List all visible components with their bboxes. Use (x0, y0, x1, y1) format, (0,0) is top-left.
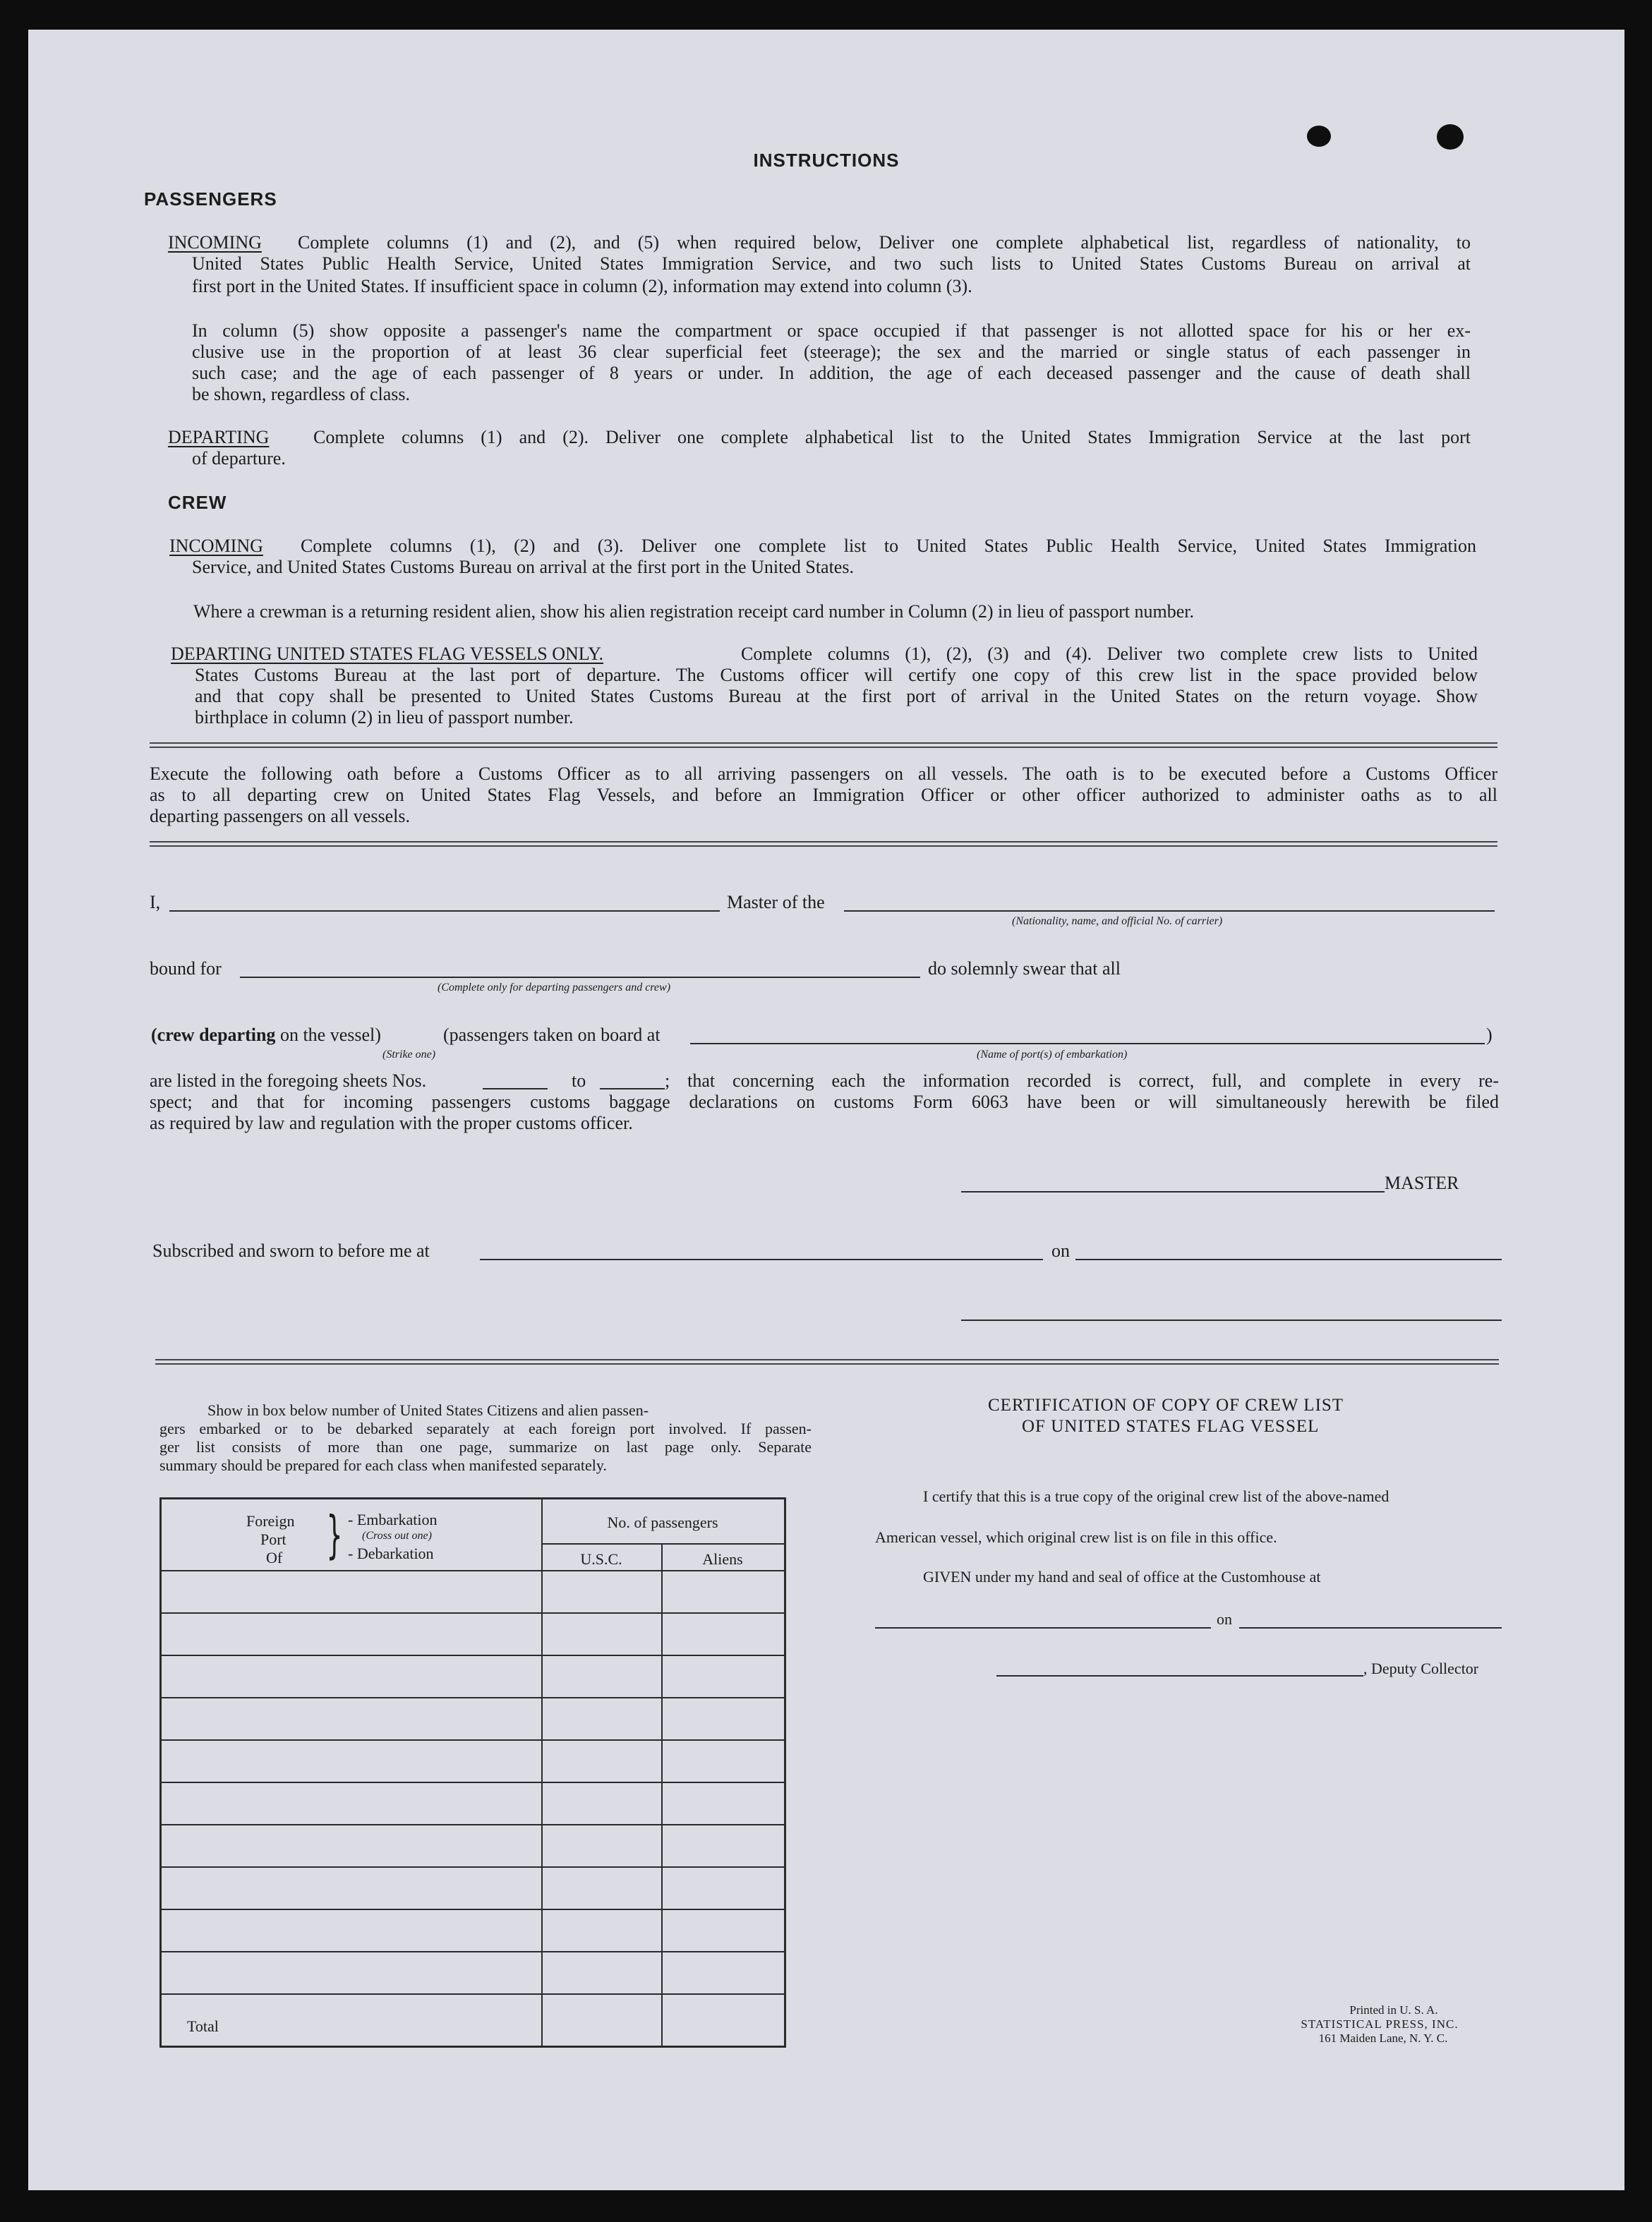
table-row-rule (162, 1951, 784, 1952)
passengers-incoming-line-3: first port in the United States. If insufficient space in column (2), information may extend into column (3). (192, 276, 972, 296)
sheet-from-field[interactable] (483, 1088, 548, 1089)
sheet-to-label: to (572, 1070, 586, 1091)
summary-instructions-line-2: gers embarked or to be debarked separately at each foreign port involved. If passen- (159, 1420, 812, 1437)
crew-incoming-line-1: Complete columns (1), (2) and (3). Deliver one complete list to United States Public Health Service, United States Immigration (301, 536, 1476, 556)
bound-for-field[interactable] (240, 977, 920, 978)
passengers-incoming-note-3: such case; and the age of each passenger of 8 years or under. In addition, the age of each deceased passenger and the cause of death shall (192, 363, 1471, 383)
master-name-field[interactable] (169, 910, 720, 912)
embarkation-ports-field[interactable] (690, 1043, 1485, 1044)
summary-instructions-line-1: Show in box below number of United States Citizens and alien passen- (207, 1401, 649, 1419)
oath-line-3: as required by law and regulation with the proper customs officer. (150, 1113, 633, 1133)
passengers-departing-label: DEPARTING (168, 427, 270, 447)
divider-2 (150, 841, 1497, 847)
crew-incoming-line-2: Service, and United States Customs Bureau on arrival at the first port in the United States. (192, 557, 854, 577)
master-of-the-label: Master of the (727, 892, 825, 912)
deputy-signature-field[interactable] (996, 1675, 1363, 1677)
master-label: MASTER (1385, 1173, 1459, 1193)
subscribed-label: Subscribed and sworn to before me at (152, 1240, 430, 1261)
solemnly-swear-label: do solemnly swear that all (928, 958, 1121, 979)
sheet-to-field[interactable] (600, 1088, 665, 1089)
ports-caption: (Name of port(s) of embarkation) (977, 1049, 1128, 1061)
printer-line-2: STATISTICAL PRESS, INC. (1301, 2017, 1459, 2031)
crew-incoming-label: INCOMING (169, 536, 263, 556)
sworn-on-label: on (1051, 1240, 1070, 1261)
form-sheet (28, 30, 1624, 2190)
summary-instructions-line-3: ger list consists of more than one page, summarize on last page only. Separate (159, 1438, 812, 1456)
crew-departing-bold: (crew departing (151, 1025, 276, 1045)
customhouse-field[interactable] (875, 1627, 1211, 1629)
sworn-place-field[interactable] (480, 1259, 1043, 1260)
cross-out-caption: (Cross out one) (362, 1530, 432, 1542)
brace-icon: } (326, 1505, 343, 1564)
no-of-passengers-header: No. of passengers (607, 1514, 718, 1531)
crew-departing-line-3: and that copy shall be presented to United States Customs Bureau at the first port of arrival in the United States on the return voyage. Show (195, 686, 1478, 706)
on-the-vessel-text: on the vessel) (279, 1025, 381, 1045)
close-paren: ) (1486, 1025, 1493, 1045)
given-line: GIVEN under my hand and seal of office at the Customhouse at (923, 1568, 1321, 1586)
table-col-divider-2 (661, 1543, 663, 2046)
listed-suffix: ; that concerning each the information recorded is correct, full, and complete in every re- (665, 1070, 1499, 1091)
table-total-label: Total (187, 2017, 219, 2035)
passengers-incoming-label: INCOMING (168, 232, 262, 253)
deputy-collector-label: , Deputy Collector (1363, 1660, 1479, 1677)
bound-for-label: bound for (150, 958, 222, 979)
printer-line-1: Printed in U. S. A. (1349, 2003, 1438, 2017)
passengers-title: PASSENGERS (144, 188, 277, 210)
certification-title-1: CERTIFICATION OF COPY OF CREW LIST (988, 1396, 1344, 1415)
carrier-field[interactable] (844, 910, 1495, 912)
officer-signature-field[interactable] (961, 1320, 1502, 1321)
passengers-incoming-note-1: In column (5) show opposite a passenger's name the compartment or space occupied if that passenger is not allotted space for his or her ex- (192, 320, 1471, 341)
table-row-rule (162, 1655, 784, 1656)
master-signature-field[interactable] (961, 1191, 1385, 1192)
table-header-rule (162, 1570, 784, 1571)
passengers-taken-label: (passengers taken on board at (443, 1025, 661, 1045)
crew-title: CREW (168, 492, 227, 513)
carrier-caption: (Nationality, name, and official No. of carrier) (1012, 915, 1223, 927)
table-row-rule (162, 1909, 784, 1910)
table-row-rule (162, 1612, 784, 1614)
table-subheader-rule (541, 1543, 784, 1545)
certification-title-2: OF UNITED STATES FLAG VESSEL (1022, 1417, 1320, 1436)
crew-incoming-note: Where a crewman is a returning resident alien, show his alien registration receipt card number in Column (2) in lieu of passport number. (193, 601, 1195, 622)
usc-header: U.S.C. (580, 1550, 622, 1568)
passengers-incoming-note-4: be shown, regardless of class. (192, 384, 411, 404)
punch-hole-right (1437, 124, 1464, 150)
certification-date-field[interactable] (1239, 1627, 1502, 1629)
embarkation-option[interactable]: - Embarkation (348, 1511, 438, 1528)
oath-i-label: I, (150, 892, 161, 912)
crew-departing-line-2: States Customs Bureau at the last port of departure. The Customs officer will certify one copy of this crew list in the space provided below (195, 665, 1478, 685)
certification-on-label: on (1217, 1610, 1232, 1628)
aliens-header: Aliens (702, 1550, 743, 1568)
crew-departing-line-1: Complete columns (1), (2), (3) and (4). Deliver two complete crew lists to United (741, 644, 1478, 664)
divider-1 (150, 742, 1497, 748)
printer-line-3: 161 Maiden Lane, N. Y. C. (1318, 2031, 1448, 2045)
oath-intro-line-1: Execute the following oath before a Customs Officer as to all arriving passengers on all vessels. The oath is to be executed before a Customs Officer (150, 763, 1497, 784)
table-col-divider-1 (541, 1499, 543, 2046)
passengers-departing-line-1: Complete columns (1) and (2). Deliver one complete alphabetical list to the United States Immigration Service at the last port (313, 427, 1471, 447)
crew-departing-line-4: birthplace in column (2) in lieu of passport number. (195, 707, 574, 727)
passenger-summary-table (159, 1497, 786, 2048)
debarkation-option[interactable]: - Debarkation (348, 1545, 434, 1562)
crew-departing-label: DEPARTING UNITED STATES FLAG VESSELS ONLY. (171, 644, 603, 664)
crew-departing-option (151, 1025, 381, 1046)
table-foreign-label: Foreign (246, 1512, 295, 1530)
passengers-incoming-line-1: Complete columns (1) and (2), and (5) when required below, Deliver one complete alphabetical list, regardless of nationality, to (298, 232, 1471, 253)
table-row-rule (162, 1697, 784, 1698)
certify-line-1: I certify that this is a true copy of the original crew list of the above-named (923, 1487, 1389, 1505)
table-row-rule (162, 1824, 784, 1825)
table-port-label: Port (260, 1530, 287, 1548)
strike-one-caption: (Strike one) (382, 1049, 436, 1061)
table-row-rule (162, 1993, 784, 1995)
summary-instructions-line-4: summary should be prepared for each class when manifested separately. (159, 1456, 607, 1474)
oath-line-2: spect; and that for incoming passengers customs baggage declarations on customs Form 6063 have been or will simultaneously herewith be filed (150, 1092, 1499, 1112)
oath-intro-line-3: departing passengers on all vessels. (150, 806, 410, 826)
listed-prefix: are listed in the foregoing sheets Nos. (150, 1070, 427, 1091)
page-title: INSTRUCTIONS (753, 150, 900, 171)
table-of-label: Of (266, 1549, 283, 1566)
bound-for-caption: (Complete only for departing passengers and crew) (438, 982, 671, 994)
table-row-rule (162, 1782, 784, 1783)
passengers-incoming-line-2: United States Public Health Service, United States Immigration Service, and two such lists to United States Customs Bureau on arrival at (192, 253, 1471, 274)
oath-intro-line-2: as to all departing crew on United States Flag Vessels, and before an Immigration Officer or other officer authorized to administer oaths as to all (150, 785, 1497, 805)
passengers-departing-line-2: of departure. (192, 448, 286, 469)
passengers-incoming-note-2: clusive use in the proportion of at least 36 clear superficial feet (steerage); the sex and the married or single status of each passenger in (192, 342, 1471, 362)
punch-hole-left (1307, 126, 1331, 147)
sworn-date-field[interactable] (1075, 1259, 1502, 1260)
table-row-rule (162, 1739, 784, 1741)
table-row-rule (162, 1866, 784, 1868)
certify-line-2: American vessel, which original crew list is on file in this office. (875, 1528, 1277, 1546)
divider-3 (155, 1359, 1499, 1365)
